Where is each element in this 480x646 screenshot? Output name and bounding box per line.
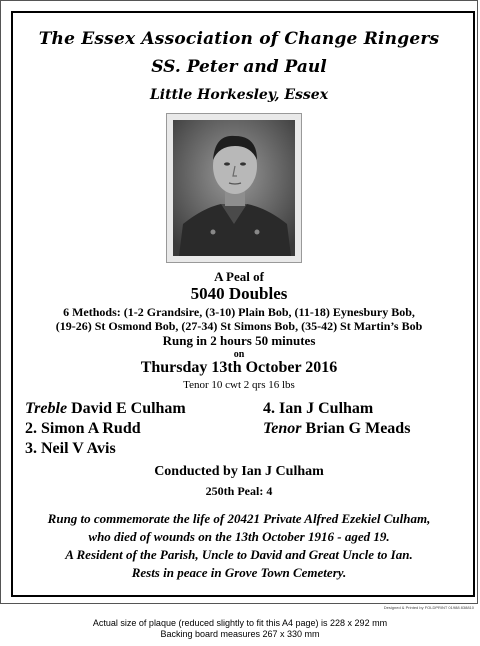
ringer-position: 3. xyxy=(25,440,37,457)
ringer-position: Treble xyxy=(25,400,68,417)
ringer-position: 4. xyxy=(263,400,275,417)
ringer-2 xyxy=(25,420,141,438)
ringer-position: Tenor xyxy=(263,420,302,437)
ringer-treble xyxy=(25,400,186,418)
ringer-name: Simon A Rudd xyxy=(41,420,141,437)
association-title: The Essex Association of Change Ringers xyxy=(38,29,440,49)
conducted-by: Conducted by Ian J Culham xyxy=(154,464,324,479)
peal-title: 5040 Doubles xyxy=(190,284,288,303)
rung-duration: Rung in 2 hours 50 minutes xyxy=(162,333,316,348)
peal-number: 250th Peal: 4 xyxy=(205,484,273,498)
church-name: SS. Peter and Paul xyxy=(151,57,327,77)
ringer-tenor xyxy=(263,420,410,438)
ringer-name: Neil V Avis xyxy=(41,440,116,457)
portrait-photo xyxy=(166,113,302,263)
church-location: Little Horkesley, Essex xyxy=(149,87,329,103)
dedication-line-4: Rests in peace in Grove Town Cemetery. xyxy=(131,565,347,580)
printer-credit: Designed & Printed by FOLDPRINT 01988 838810 xyxy=(383,605,474,610)
footer-plaque-size: Actual size of plaque (reduced slightly to fit this A4 page) is 228 x 292 mm xyxy=(92,618,388,628)
ringer-name: Ian J Culham xyxy=(279,400,374,417)
dedication-line-3: A Resident of the Parish, Uncle to David and Great Uncle to Ian. xyxy=(65,547,413,562)
peal-date: Thursday 13th October 2016 xyxy=(140,359,338,376)
methods-line-1: 6 Methods: (1-2 Grandsire, (3-10) Plain Bob, (11-18) Eynesbury Bob, xyxy=(63,305,415,319)
footer-board-size: Backing board measures 267 x 330 mm xyxy=(160,629,320,639)
portrait-photo-icon xyxy=(173,120,295,256)
ringer-name: Brian G Meads xyxy=(305,420,411,437)
methods-line-2: (19-26) St Osmond Bob, (27-34) St Simons Bob, (35-42) St Martin’s Bob xyxy=(55,319,423,333)
ringer-name: David E Culham xyxy=(71,400,186,417)
ringer-position: 2. xyxy=(25,420,37,437)
ringer-4 xyxy=(263,400,373,418)
dedication-line-1: Rung to commemorate the life of 20421 Private Alfred Ezekiel Culham, xyxy=(47,511,431,526)
a-peal-of: A Peal of xyxy=(214,269,264,284)
tenor-weight: Tenor 10 cwt 2 qrs 16 lbs xyxy=(183,379,295,391)
on-label: on xyxy=(233,349,245,360)
ringer-3 xyxy=(25,440,116,458)
dedication-line-2: who died of wounds on the 13th October 1916 - aged 19. xyxy=(88,529,390,544)
